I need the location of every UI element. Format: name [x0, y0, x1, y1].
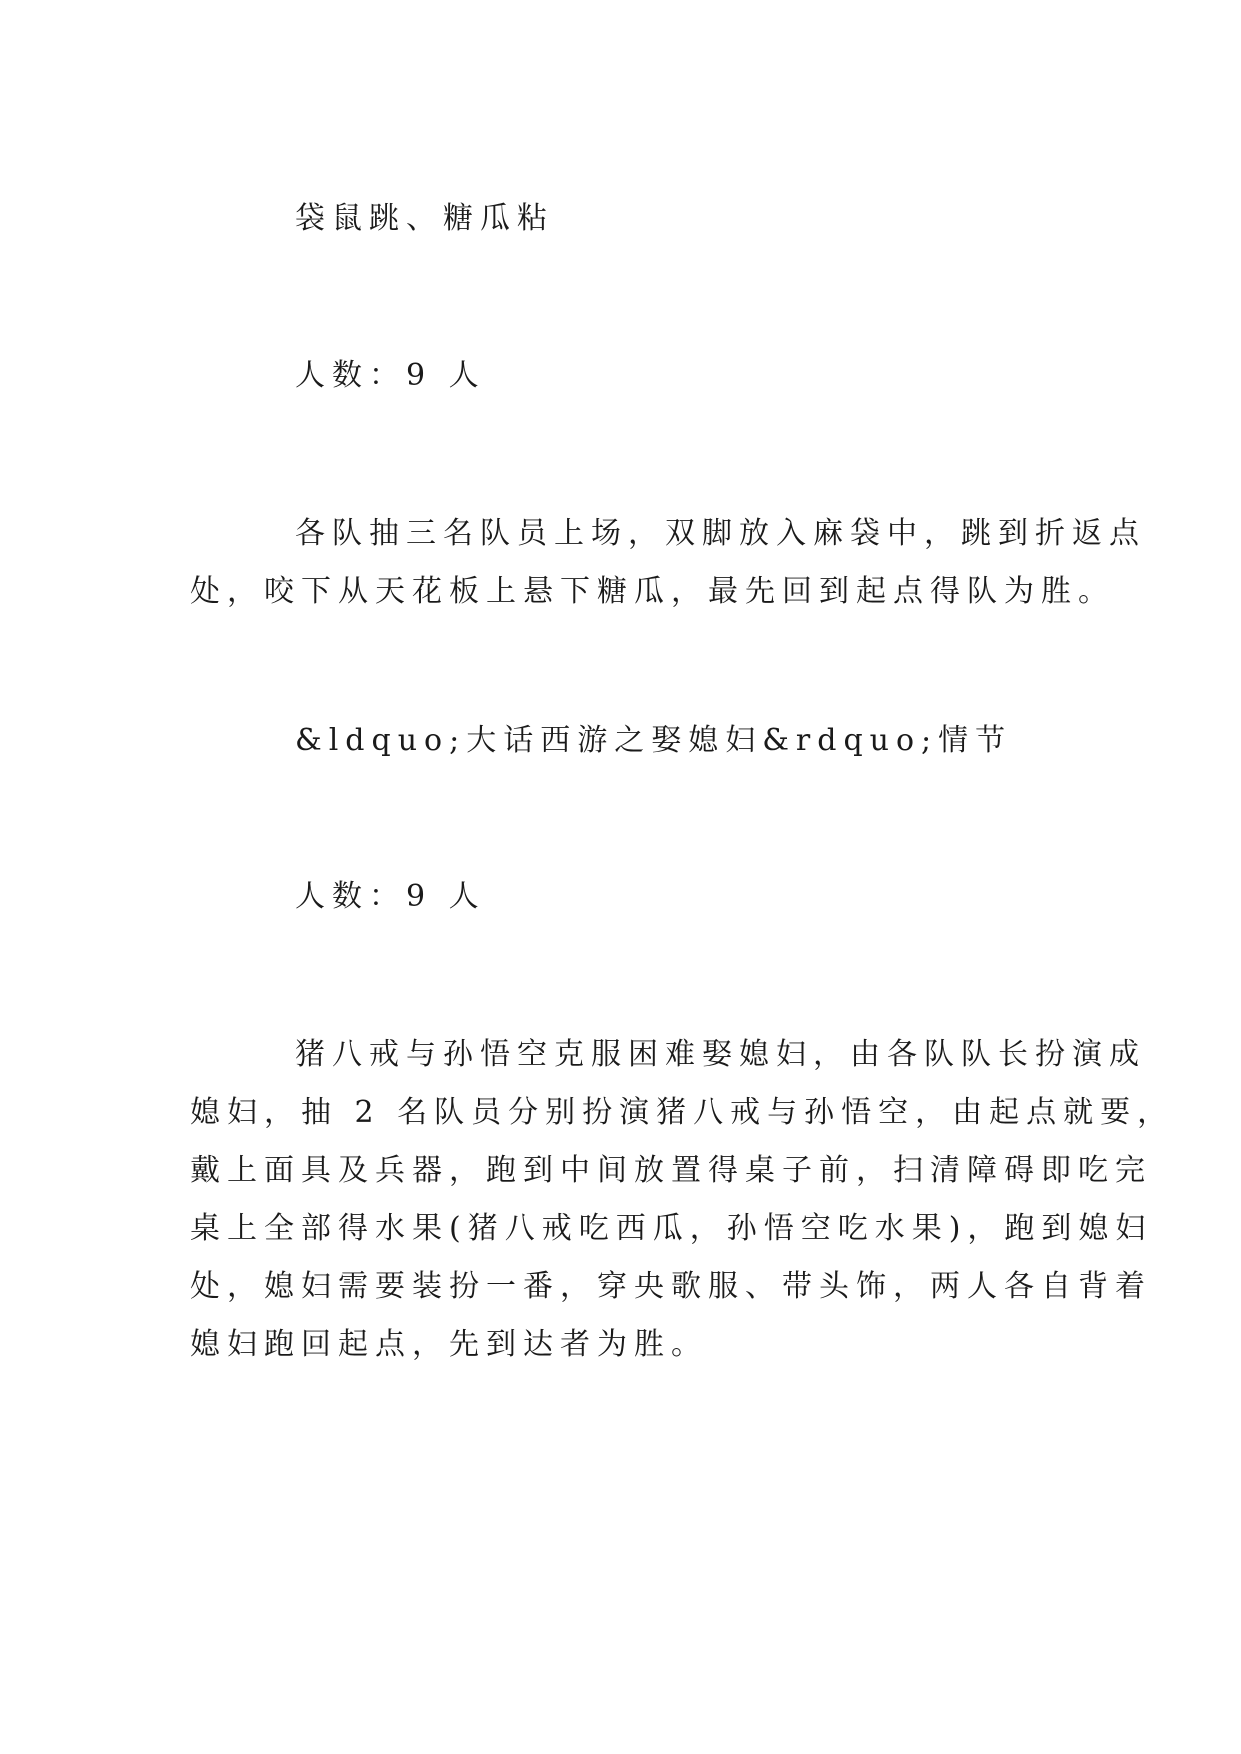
paragraph-line: 媳妇，抽 2 名队员分别扮演猪八戒与孙悟空，由起点就要，	[190, 1095, 1175, 1130]
participant-count-1: 人数：9 人	[295, 358, 486, 393]
paragraph-line: 桌上全部得水果(猪八戒吃西瓜，孙悟空吃水果)，跑到媳妇	[190, 1211, 1153, 1246]
section-heading-kangaroo-jump: 袋鼠跳、糖瓜粘	[295, 201, 554, 236]
paragraph-line: 戴上面具及兵器，跑到中间放置得桌子前，扫清障碍即吃完	[190, 1153, 1152, 1188]
section-heading-journey-west: &ldquo;大话西游之娶媳妇&rdquo;情节	[295, 723, 1013, 758]
paragraph-line: 猪八戒与孙悟空克服困难娶媳妇，由各队队长扮演成	[295, 1037, 1146, 1072]
paragraph-line: 处，媳妇需要装扮一番，穿央歌服、带头饰，两人各自背着	[190, 1269, 1152, 1304]
paragraph-kangaroo-rules	[190, 505, 1146, 621]
participant-count-2: 人数：9 人	[295, 879, 486, 914]
paragraph-line: 媳妇跑回起点，先到达者为胜。	[190, 1327, 708, 1362]
paragraph-line: 处，咬下从天花板上悬下糖瓜，最先回到起点得队为胜。	[190, 574, 1115, 609]
paragraph-line: 各队抽三名队员上场，双脚放入麻袋中，跳到折返点	[295, 516, 1146, 551]
paragraph-journey-rules	[190, 1026, 1175, 1374]
